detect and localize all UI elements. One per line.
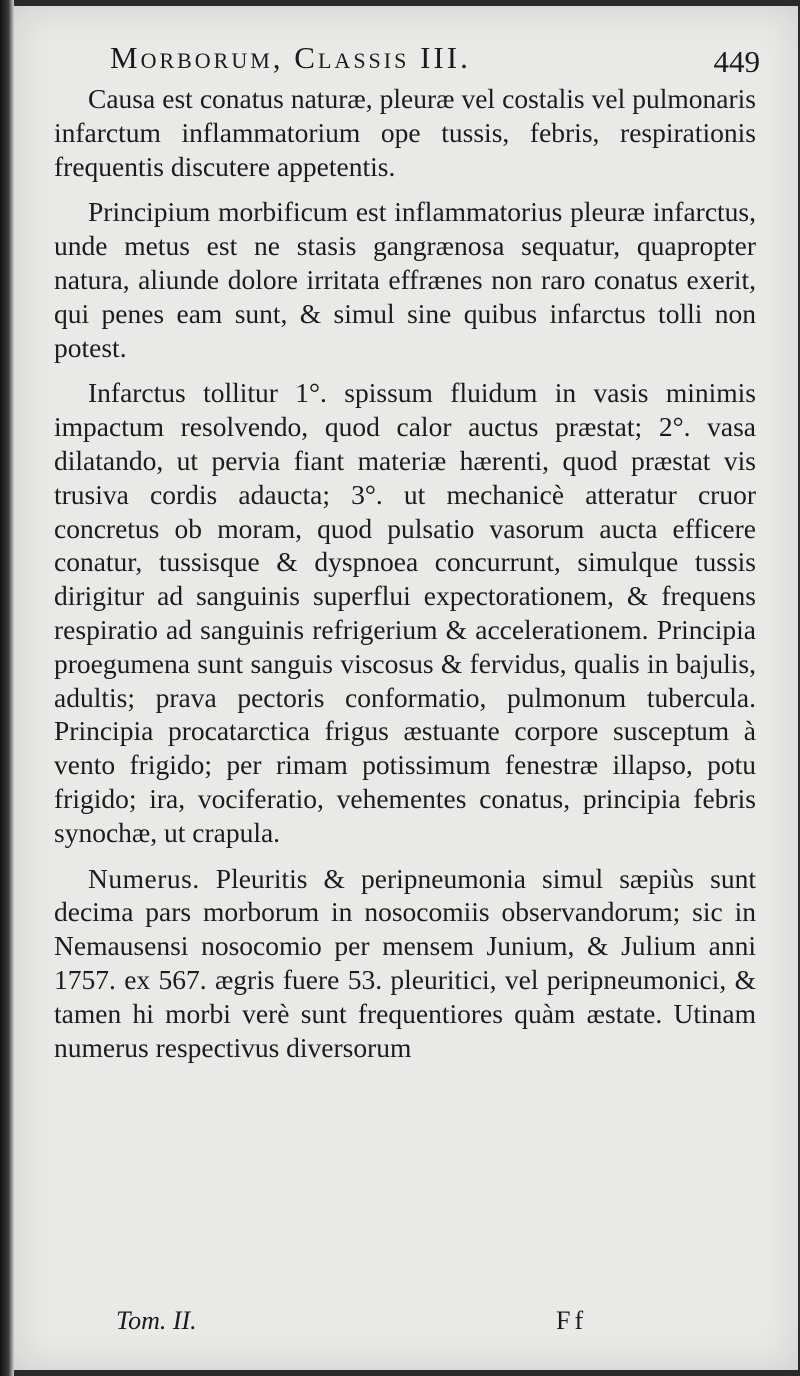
running-head: Morborum, Classis III. bbox=[110, 40, 471, 75]
page-header bbox=[110, 40, 760, 88]
book-spine-shadow bbox=[0, 0, 14, 1376]
paragraph-causa bbox=[54, 82, 756, 183]
page-number: 449 bbox=[713, 44, 760, 79]
paragraph-numerus bbox=[54, 862, 756, 1065]
paragraph-principium bbox=[54, 195, 756, 364]
paragraph-infarctus bbox=[54, 376, 756, 849]
paragraph-lead: Numerus. bbox=[88, 862, 200, 894]
paragraph-body: Pleuritis & peripneumonia simul sæpiùs sunt decima pars morborum in nosocomiis observandorum; sic in Nemausensi nosocomio per mensem Junium, & Julium anni 1757. ex 567. ægris fuere 53. pleuritici, vel peripneumonici, & tamen hi morbi verè sunt frequentiores quàm æstate. Utinam numerus respectivus diversorum bbox=[54, 862, 756, 1063]
signature-mark: Ff bbox=[556, 1306, 588, 1335]
tome-label: Tom. II. bbox=[116, 1306, 197, 1335]
paragraph-body: Causa est conatus naturæ, pleuræ vel costalis vel pulmonaris infarctum inflammatorium ope tussis, febris, respirationis frequentis discutere appetentis. bbox=[54, 83, 756, 182]
paragraph-body: Principium morbificum est inflammatorius pleuræ infarctus, unde metus est ne stasis gangrænosa sequatur, quapropter natura, aliunde dolore irritata effrænes non raro conatus exerit, qui penes eam sunt, & simul sine quibus infarctus tolli non potest. bbox=[54, 196, 756, 363]
page-footer bbox=[116, 1306, 616, 1346]
body-text bbox=[54, 82, 756, 1064]
paragraph-body: Infarctus tollitur 1°. spissum fluidum in vasis minimis impactum resolvendo, quod calor auctus præstat; 2°. vasa dilatando, ut pervia fiant materiæ hærenti, quod præstat vis trusiva cordis adaucta; 3°. ut mechanicè atteratur cruor concretus ob moram, quod pulsatio vasorum aucta efficere conatur, tussisque & dyspnoea concurrunt, simulque tussis dirigitur ad sanguinis superflui expectorationem, & frequens respiratio ad sanguinis refrigerium & accelerationem. Principia proegumena sunt sanguis viscosus & fervidus, qualis in bajulis, adultis; prava pectoris conformatio, pulmonum tubercula. Principia procatarctica frigus æstuante corpore susceptum à vento frigido; per rimam potissimum fenestræ illapso, potu frigido; ira, vociferatio, vehementes conatus, principia febris synochæ, ut crapula. bbox=[54, 377, 756, 848]
